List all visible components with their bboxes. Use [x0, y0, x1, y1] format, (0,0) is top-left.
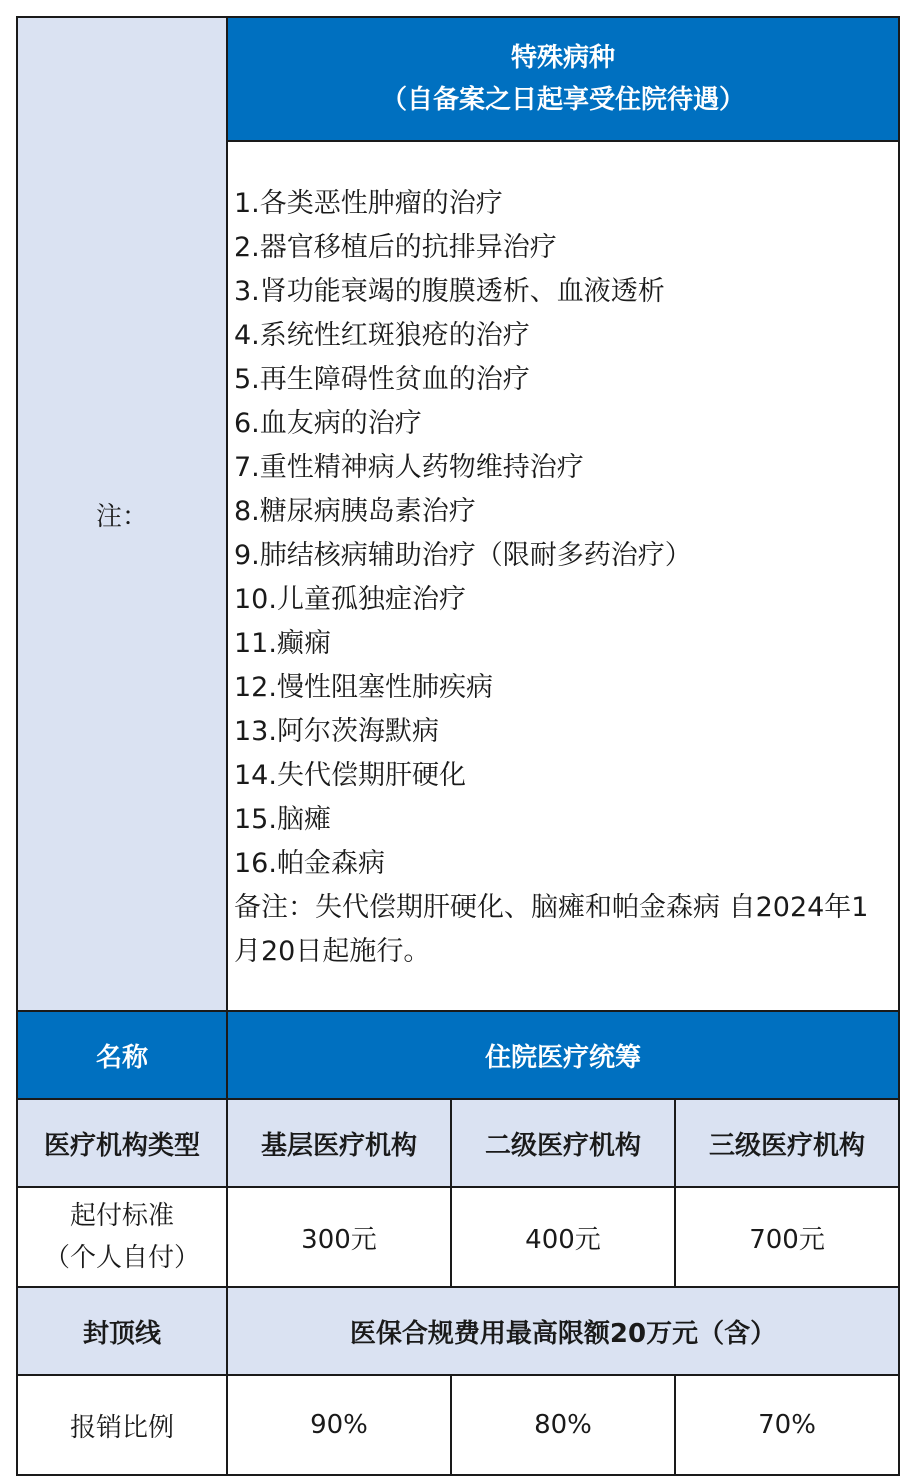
special-disease-subtitle: （自备案之日起享受住院待遇）: [381, 85, 746, 115]
ratio-label-cell: [17, 1375, 227, 1475]
deductible-tertiary-cell: [675, 1187, 899, 1287]
type-secondary: 二级医疗机构: [484, 1130, 641, 1161]
cap-label-cell: [17, 1287, 227, 1375]
type-tertiary: 三级医疗机构: [709, 1130, 866, 1161]
name-value: 住院医疗统筹: [485, 1042, 642, 1073]
list-item: 7.重性精神病人药物维持治疗: [234, 452, 584, 483]
special-disease-header: [227, 17, 899, 141]
note-label: 注：: [95, 501, 148, 532]
type-label-cell: [17, 1099, 227, 1187]
list-item: 12.慢性阻塞性肺疾病: [234, 672, 493, 703]
policy-table-page: [16, 16, 898, 1476]
list-item: 13.阿尔茨海默病: [234, 716, 439, 747]
deductible-secondary-cell: [451, 1187, 675, 1287]
ratio-basic-cell: [227, 1375, 451, 1475]
deductible-label-line1: 起付标准: [69, 1201, 174, 1231]
list-item: 3.肾功能衰竭的腹膜透析、血液透析: [234, 276, 665, 307]
name-value-cell: [227, 1011, 899, 1099]
ratio-tertiary: 70%: [758, 1410, 816, 1440]
list-item: 15.脑瘫: [234, 804, 331, 835]
list-item: 4.系统性红斑狼疮的治疗: [234, 320, 530, 351]
list-item: 14.失代偿期肝硬化: [234, 760, 466, 791]
deductible-secondary: 400元: [525, 1224, 601, 1255]
ratio-label: 报销比例: [69, 1412, 174, 1443]
remark-text: 备注：失代偿期肝硬化、脑瘫和帕金森病 自2024年1月20日起施行。: [234, 892, 869, 967]
ratio-secondary: 80%: [534, 1410, 592, 1440]
type-secondary-cell: [451, 1099, 675, 1187]
deductible-label-line2: （个人自付）: [43, 1243, 200, 1273]
medical-insurance-table: [16, 16, 900, 1476]
list-item: 16.帕金森病: [234, 848, 385, 879]
list-item: 2.器官移植后的抗排异治疗: [234, 232, 557, 263]
cap-label: 封顶线: [82, 1318, 161, 1349]
note-label-cell: [17, 17, 227, 1011]
type-tertiary-cell: [675, 1099, 899, 1187]
list-item: 8.糖尿病胰岛素治疗: [234, 496, 476, 527]
list-item: 6.血友病的治疗: [234, 408, 422, 439]
list-item: 1.各类恶性肿瘤的治疗: [234, 188, 503, 219]
deductible-label-cell: [17, 1187, 227, 1287]
type-basic: 基层医疗机构: [260, 1130, 417, 1161]
cap-value: 医保合规费用最高限额20万元（含）: [349, 1318, 777, 1349]
list-item: 11.癫痫: [234, 628, 331, 659]
special-disease-title: 特殊病种: [511, 43, 616, 73]
type-basic-cell: [227, 1099, 451, 1187]
deductible-basic: 300元: [301, 1224, 377, 1255]
list-item: 10.儿童孤独症治疗: [234, 584, 466, 615]
type-label: 医疗机构类型: [43, 1130, 200, 1161]
name-label: 名称: [95, 1042, 148, 1073]
special-disease-list: [227, 141, 899, 1011]
list-item: 9.肺结核病辅助治疗（限耐多药治疗）: [234, 540, 692, 571]
deductible-tertiary: 700元: [749, 1224, 825, 1255]
deductible-basic-cell: [227, 1187, 451, 1287]
ratio-tertiary-cell: [675, 1375, 899, 1475]
cap-value-cell: [227, 1287, 899, 1375]
list-item: 5.再生障碍性贫血的治疗: [234, 364, 530, 395]
name-label-cell: [17, 1011, 227, 1099]
ratio-basic: 90%: [310, 1410, 368, 1440]
ratio-secondary-cell: [451, 1375, 675, 1475]
